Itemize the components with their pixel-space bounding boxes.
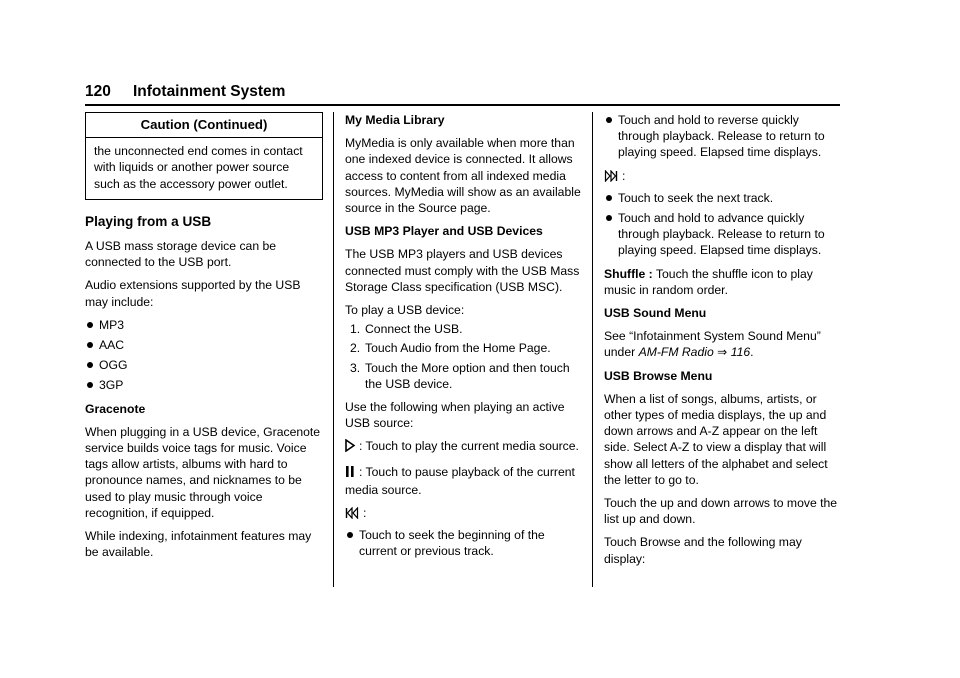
paragraph: Audio extensions supported by the USB may include: (85, 278, 301, 309)
list-item: OGG (85, 357, 323, 373)
paragraph: To play a USB device: (345, 303, 465, 318)
next-bullets (604, 190, 840, 259)
previous-track-icon (345, 507, 359, 523)
rewind-bullets (604, 112, 840, 161)
pause-text: : Touch to pause playback of the current media source. (345, 464, 575, 497)
column-2 (345, 112, 583, 567)
paragraph: Touch Browse and the following may display: (604, 535, 802, 566)
previous-label: : (363, 506, 367, 521)
list-item: Touch to seek the beginning of the current or previous track. (345, 527, 583, 559)
list-item: MP3 (85, 317, 323, 333)
list-item (345, 321, 583, 337)
subheading: Gracenote (85, 401, 146, 416)
list-item: Touch to seek the next track. (604, 190, 840, 206)
subheading: USB Sound Menu (604, 306, 707, 321)
next-track-icon (604, 170, 618, 186)
list-item: AAC (85, 337, 323, 353)
paragraph: The USB MP3 players and USB devices connected must comply with the USB Mass Storage Class specification (USB MSC). (345, 247, 580, 294)
paragraph: When plugging in a USB device, Gracenote service builds voice tags for music. Voice tags allow artists, albums with hard to pronounce names, and nicknames to be used to play music through voice recognition, if equipped. (85, 424, 321, 520)
column-1 (85, 112, 323, 567)
pause-icon (345, 465, 355, 482)
subheading: My Media Library (345, 113, 445, 127)
step-text: Touch Audio from the Home Page. (365, 341, 551, 356)
paragraph: Touch the up and down arrows to move the list up and down. (604, 496, 838, 527)
page-ref-number[interactable]: 116 (730, 345, 751, 360)
step-text: Connect the USB. (365, 322, 463, 337)
section-title: Infotainment System (133, 83, 286, 100)
shuffle-paragraph (604, 266, 840, 298)
pause-control-paragraph (345, 464, 583, 498)
list-item: Touch and hold to reverse quickly through playback. Release to return to playing speed. Elapsed time displays. (604, 112, 840, 161)
list-item (345, 360, 583, 392)
cross-reference-link[interactable]: AM-FM Radio (638, 345, 714, 360)
shuffle-text: Touch the shuffle icon to play music in random order. (604, 266, 813, 297)
header-rule (85, 104, 840, 106)
subheading: USB MP3 Player and USB Devices (345, 224, 543, 239)
column-3 (604, 112, 840, 574)
previous-control-paragraph (345, 505, 583, 523)
next-label: : (622, 168, 626, 183)
steps-list (345, 321, 583, 392)
step-number: 1. (350, 322, 361, 337)
step-number: 2. (350, 341, 361, 356)
sound-menu-paragraph (604, 328, 840, 360)
caution-body: the unconnected end comes in contact with liquids or another power source such as the accessory power outlet. (94, 144, 303, 191)
shuffle-label: Shuffle : (604, 266, 653, 281)
previous-bullets (345, 527, 583, 559)
column-divider (592, 112, 593, 587)
paragraph: A USB mass storage device can be connected to the USB port. (85, 239, 277, 270)
step-text: Touch the More option and then touch the USB device. (365, 360, 570, 391)
play-icon (345, 439, 355, 456)
page-header (85, 83, 840, 105)
paragraph: When a list of songs, albums, artists, or other types of media displays, the up and down arrows and A-Z appear on the left side. Select A-Z to view a display that will show all letters of the alphabet and select the letter to go to. (604, 391, 828, 487)
sound-text: See “Infotainment System Sound Menu” under (604, 329, 821, 360)
page-ref-arrow-icon: ⇒ (717, 345, 728, 360)
play-text: : Touch to play the current media source. (359, 439, 579, 454)
paragraph: Use the following when playing an active USB source: (345, 400, 565, 431)
column-divider (333, 112, 334, 587)
next-control-paragraph (604, 168, 840, 186)
page-number: 120 (85, 83, 111, 100)
sentence-end: . (750, 345, 754, 360)
caution-title: Caution (Continued) (86, 113, 322, 138)
paragraph: While indexing, infotainment features may be available. (85, 529, 312, 560)
play-control-paragraph (345, 438, 583, 456)
list-item (345, 340, 583, 356)
subheading: USB Browse Menu (604, 368, 713, 383)
paragraph: MyMedia is only available when more than one indexed device is connected. It allows access to content from all indexed media sources. MyMedia will show as an available source in the Source page. (345, 136, 581, 216)
caution-box (85, 112, 323, 200)
format-list (85, 317, 323, 394)
list-item: Touch and hold to advance quickly through playback. Release to return to playing speed. Elapsed time displays. (604, 210, 840, 259)
step-number: 3. (350, 360, 361, 375)
list-item: 3GP (85, 377, 323, 393)
section-heading: Playing from a USB (85, 213, 212, 229)
